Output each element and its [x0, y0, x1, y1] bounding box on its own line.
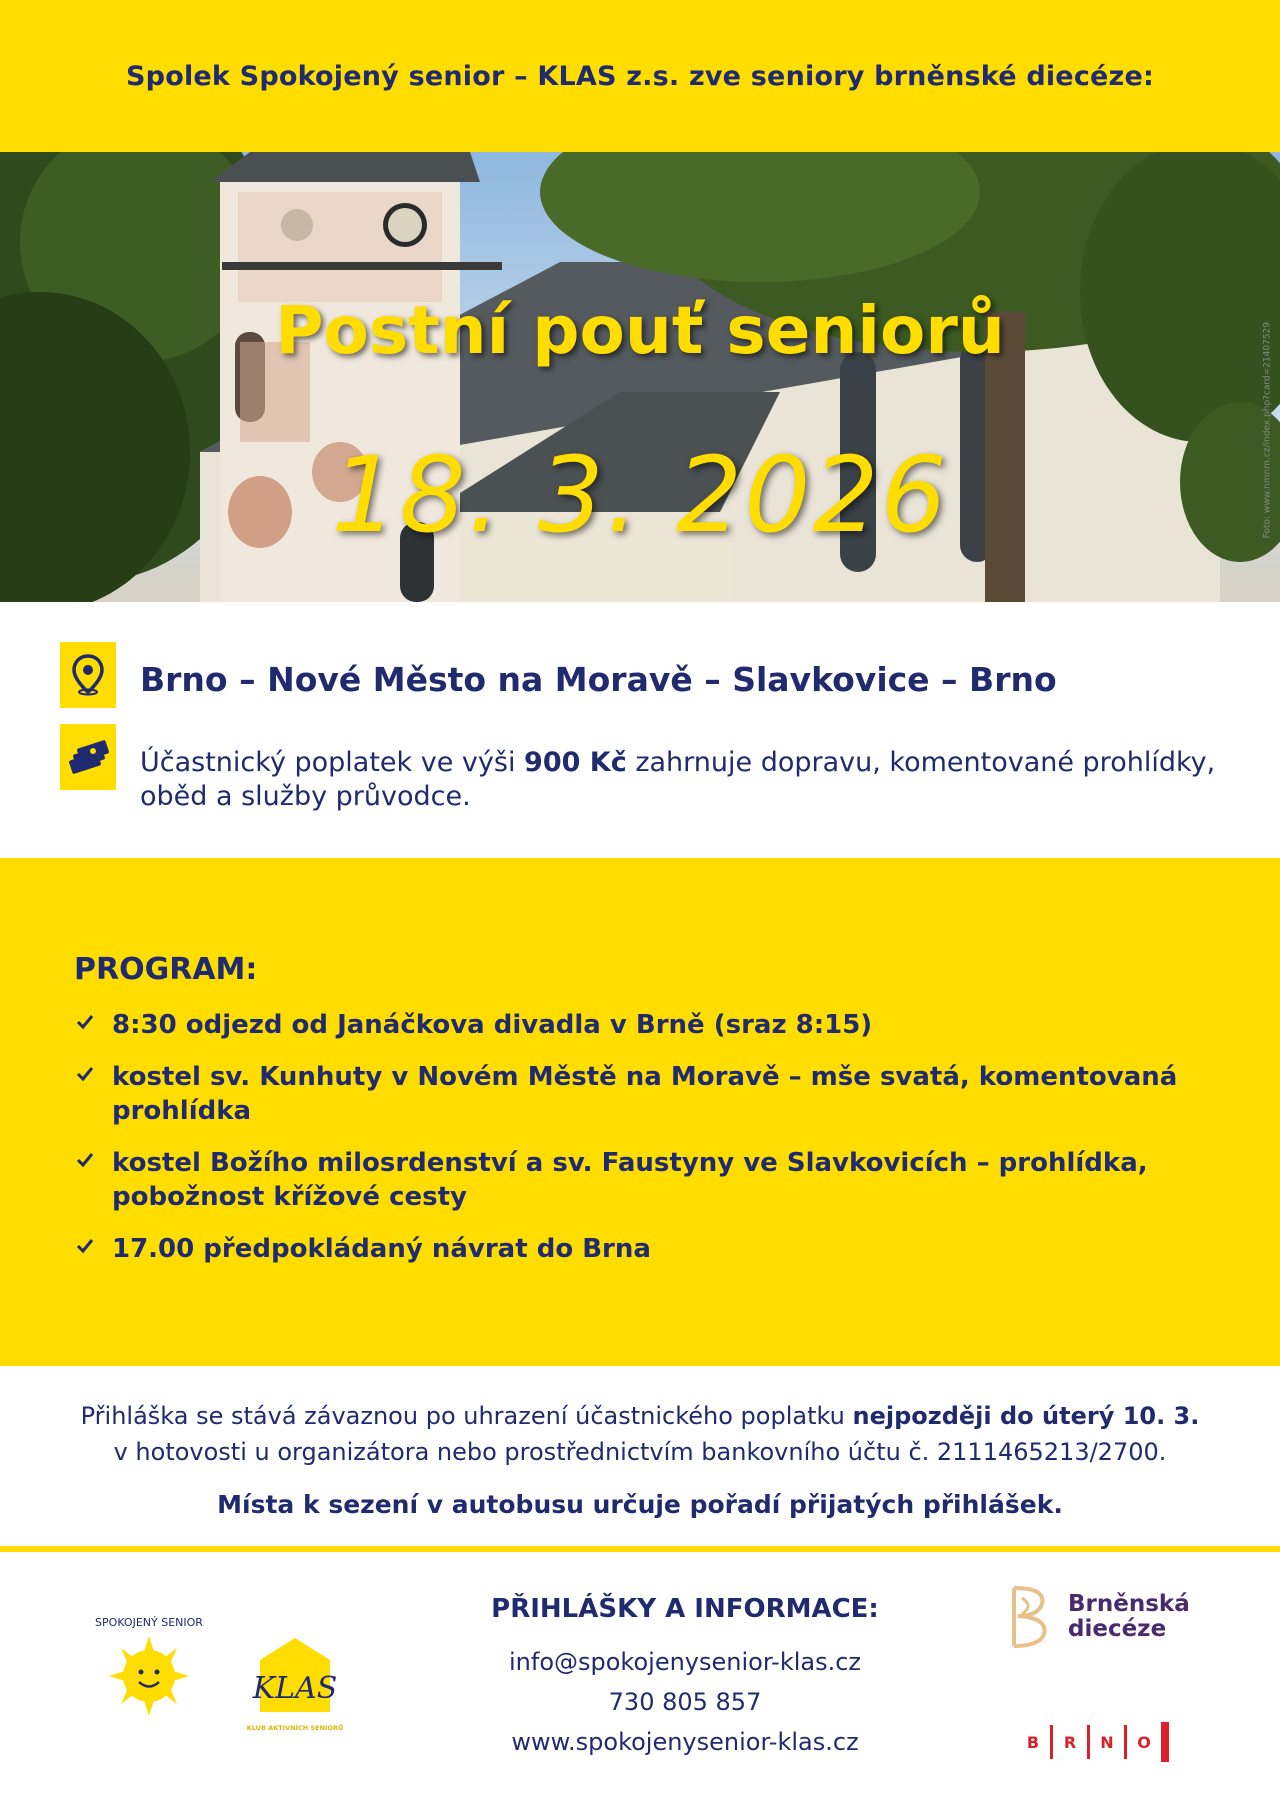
- spokojeny-senior-logo: [84, 1614, 214, 1748]
- contact-email[interactable]: info@spokojenysenior-klas.cz: [508, 1648, 862, 1676]
- fee-amount: 900 Kč: [524, 747, 627, 778]
- registration-note: [0, 1366, 1280, 1544]
- brno-logo: [1016, 1722, 1169, 1762]
- location-pin-icon: [60, 642, 116, 708]
- program-item-text: kostel sv. Kunhuty v Novém Městě na Moravě – mše svatá, komentovaná prohlídka: [112, 1062, 1178, 1126]
- event-date: 18. 3. 2026: [331, 434, 949, 556]
- brno-letter: O: [1137, 1732, 1151, 1752]
- fee-text-end: zahrnuje dopravu, komentované prohlídky, oběd a služby průvodce.: [140, 747, 1216, 812]
- dieceze-line-2: diecéze: [1068, 1616, 1167, 1642]
- checkmark-icon: [74, 1064, 96, 1084]
- checkmark-icon: [74, 1012, 96, 1032]
- invite-text: Spolek Spokojený senior – KLAS z.s. zve seniory brněnské diecéze:: [126, 60, 1154, 92]
- contact-phone[interactable]: 730 805 857: [608, 1688, 762, 1716]
- dieceze-b-icon: [1008, 1584, 1052, 1650]
- contacts-block: [440, 1594, 930, 1762]
- klas-logo: [240, 1630, 370, 1744]
- program-item: [74, 1232, 1214, 1266]
- fee-text: [140, 746, 1250, 814]
- checkmark-icon: [74, 1150, 96, 1170]
- info-section: [0, 602, 1280, 858]
- brno-letter: B: [1026, 1732, 1040, 1752]
- checkmark-icon: [74, 1236, 96, 1256]
- note-line-1: [0, 1398, 1280, 1434]
- senior-ring-text: SPOKOJENÝ SENIOR: [95, 1616, 203, 1629]
- klas-name: KLAS: [252, 1671, 338, 1706]
- note-line-2: v hotovosti u organizátora nebo prostřednictvím bankovního účtu č. 2111465213/2700.: [113, 1438, 1167, 1466]
- brno-letter: N: [1100, 1732, 1114, 1752]
- note-line-1-text: Přihláška se stává závaznou po uhrazení účastnického poplatku: [80, 1402, 853, 1430]
- program-section: [0, 858, 1280, 1366]
- program-item: [74, 1008, 1214, 1042]
- program-heading: PROGRAM:: [74, 952, 258, 987]
- route-text: Brno – Nové Město na Moravě – Slavkovice – Brno: [140, 660, 1057, 699]
- fee-row: [60, 724, 1250, 814]
- footer: [0, 1552, 1280, 1810]
- contact-web[interactable]: www.spokojenysenior-klas.cz: [511, 1728, 859, 1756]
- brnenska-dieceze-logo: [1008, 1584, 1190, 1650]
- contacts-heading: PŘIHLÁŠKY A INFORMACE:: [491, 1594, 879, 1624]
- brno-bar: [1161, 1722, 1169, 1762]
- header-band: [0, 0, 1280, 152]
- program-item-text: 17.00 předpokládaný návrat do Brna: [112, 1234, 651, 1264]
- hero-photo: [0, 152, 1280, 602]
- program-item: [74, 1060, 1214, 1128]
- program-item-text: kostel Božího milosrdenství a sv. Faustyny ve Slavkovicích – prohlídka, pobožnost křížové cesty: [112, 1148, 1148, 1212]
- program-list: [74, 1008, 1214, 1284]
- deadline-text: nejpozději do úterý 10. 3.: [852, 1402, 1200, 1430]
- dieceze-line-1: Brněnská: [1068, 1591, 1190, 1617]
- brno-letter: R: [1063, 1732, 1077, 1752]
- klas-subtitle: KLUB AKTIVNÍCH SENIORŮ: [246, 1724, 344, 1732]
- program-item-text: 8:30 odjezd od Janáčkova divadla v Brně (sraz 8:15): [112, 1010, 873, 1040]
- route-row: [60, 642, 1057, 708]
- fee-text-start: Účastnický poplatek ve výši: [140, 747, 525, 778]
- program-item: [74, 1146, 1214, 1214]
- event-title: Postní pouť seniorů: [275, 292, 1005, 369]
- photo-credit: Foto: www.nmnm.cz/index.php?card=21407529: [1262, 322, 1272, 539]
- note-line-3: Místa k sezení v autobusu určuje pořadí přijatých přihlášek.: [217, 1490, 1063, 1519]
- money-icon: [60, 724, 116, 790]
